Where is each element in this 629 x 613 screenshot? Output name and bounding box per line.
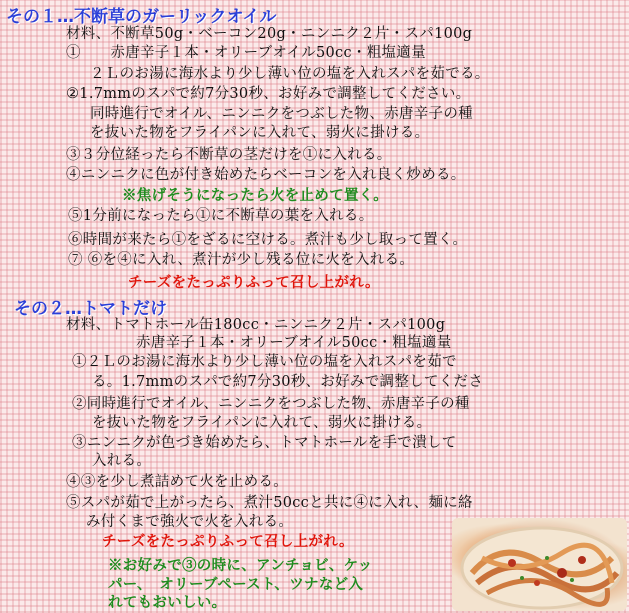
recipe2-note-green: れてもおいしい。 bbox=[108, 594, 227, 611]
recipe2-line: 入れる。 bbox=[92, 453, 152, 469]
recipe2-line: を抜いた物をフライパンに入れて、弱火に掛ける。 bbox=[92, 415, 432, 431]
recipe2-line: 材料、トマトホール缶180cc・ニンニク２片・スパ100g bbox=[66, 317, 446, 333]
recipe2-line: み付くまで強火で火を入れる。 bbox=[86, 514, 294, 530]
recipe1-line: ⑥時間が来たら①をざるに空ける。煮汁も少し取って置く。 bbox=[68, 232, 468, 248]
recipe1-line: ④ニンニクに色が付き始めたらベーコンを入れ良く炒める。 bbox=[66, 167, 466, 183]
recipe1-line: ２Ｌのお湯に海水より少し薄い位の塩を入れスパを茹でる。 bbox=[90, 66, 490, 82]
pasta-photo bbox=[452, 518, 627, 611]
recipe2-line: る。1.7mmのスパで約7分30秒、お好みで調整してくださ bbox=[92, 374, 484, 390]
recipe2-note-green: ※お好みで③の時に、アンチョビ、ケッ bbox=[108, 557, 373, 574]
recipe2-line: ③ニンニクが色づき始めたら、トマトホールを手で潰して bbox=[72, 435, 457, 451]
recipe2-line: 赤唐辛子１本・オリーブオイル50cc・粗塩適量 bbox=[136, 335, 452, 351]
recipe1-line: ⑦ ⑥を④に入れ、煮汁が少し残る位に火を入れる。 bbox=[68, 252, 415, 268]
recipe1-note-red: チーズをたっぷりふって召し上がれ。 bbox=[128, 274, 380, 291]
recipe1-line: 材料、不断草50g・ベーコン20g・ニンニク２片・スパ100g bbox=[66, 26, 473, 42]
recipe2-line: ①２Ｌのお湯に海水より少し薄い位の塩を入れスパを茹で bbox=[72, 354, 457, 370]
recipe2-line: ⑤スパが茹で上がったら、煮汁50ccと共に④に入れ、麺に絡 bbox=[66, 495, 473, 511]
recipe1-line: を抜いた物をフライパンに入れて、弱火に掛ける。 bbox=[90, 125, 430, 141]
section2-title: その２…トマトだけ bbox=[14, 299, 167, 319]
recipe2-note-red: チーズをたっぷりふって召し上がれ。 bbox=[102, 533, 354, 550]
section1-title: その１…不断草のガーリックオイル bbox=[6, 7, 277, 27]
recipe1-note-green: ※焦げそうになったら火を止めて置く。 bbox=[122, 187, 389, 204]
recipe1-line: ③３分位経ったら不断草の茎だけを①に入れる。 bbox=[66, 147, 392, 163]
recipe2-line: ④③を少し煮詰めて火を止める。 bbox=[66, 474, 288, 490]
recipe2-note-green: パー、 オリーブペースト、ツナなど入 bbox=[108, 576, 364, 593]
recipe2-line: ②同時進行でオイル、ニンニクをつぶした物、赤唐辛子の種 bbox=[72, 396, 470, 412]
recipe1-line: ②1.7mmのスパで約7分30秒、お好みで調整してください。 bbox=[66, 86, 471, 102]
recipe1-line: ⑤1分前になったら①に不断草の葉を入れる。 bbox=[68, 208, 374, 224]
recipe1-line: 同時進行でオイル、ニンニクをつぶした物、赤唐辛子の種 bbox=[90, 106, 473, 122]
recipe1-line: ① 赤唐辛子１本・オリーブオイル50cc・粗塩適量 bbox=[66, 45, 426, 61]
